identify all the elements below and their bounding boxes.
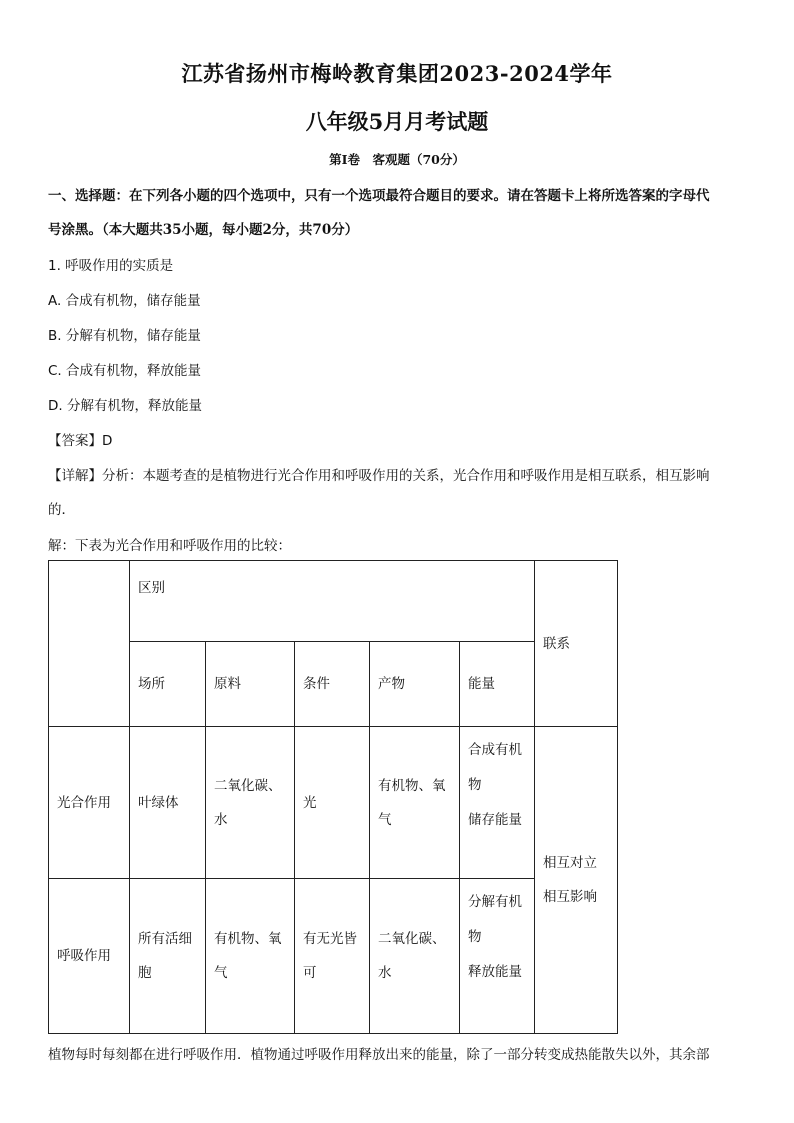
cell-line: 相互对立 [543, 855, 598, 871]
cell-line: 有机物、氧 [378, 777, 446, 794]
cell-line: 胞 [138, 965, 152, 981]
cell-energy [460, 727, 535, 879]
cell-line: 二氧化碳、 [378, 931, 446, 947]
table-row [49, 879, 618, 1034]
cell-line: 有机物、氧 [214, 931, 282, 947]
cell-material [206, 879, 295, 1034]
section-heading: 第Ⅰ卷 客观题（70分） [329, 152, 465, 167]
cell-product [370, 727, 460, 879]
option-c: C. 合成有机物，释放能量 [48, 363, 202, 379]
exam-title-line2: 八年级5月月考试题 [305, 109, 489, 134]
cell-condition [295, 879, 370, 1034]
instructions-line2: 号涂黑。（本大题共35小题，每小题2分，共70分） [48, 222, 359, 238]
col-header-material: 原料 [206, 642, 295, 727]
header-relation: 联系 [535, 561, 618, 727]
cell-line: 水 [214, 811, 228, 828]
cell-line: 物 [468, 929, 482, 945]
cell-line: 气 [214, 965, 228, 981]
table-corner-cell [49, 561, 130, 727]
option-b: B. 分解有机物，储存能量 [48, 328, 201, 344]
cell-line: 二氧化碳、 [214, 777, 282, 794]
cell-line: 相互影响 [543, 889, 598, 905]
cell-product [370, 879, 460, 1034]
detail-line1: 【详解】分析：本题考查的是植物进行光合作用和呼吸作用的关系，光合作用和呼吸作用是相互联系，相互影响 [48, 468, 710, 484]
cell-line: 有无光皆 [303, 931, 357, 947]
header-difference: 区别 [130, 561, 535, 642]
instructions-line1: 一、选择题：在下列各小题的四个选项中，只有一个选项最符合题目的要求。请在答题卡上将所选答案的字母代 [48, 188, 710, 204]
cell-line: 合成有机 [468, 742, 522, 758]
col-header-place: 场所 [130, 642, 206, 727]
explanation-text: 植物每时每刻都在进行呼吸作用．植物通过呼吸作用释放出来的能量，除了一部分转变成热能散失以外，其余部 [48, 1047, 710, 1063]
cell-place: 叶绿体 [130, 727, 206, 879]
table-intro: 解：下表为光合作用和呼吸作用的比较： [48, 538, 291, 554]
col-header-product: 产物 [370, 642, 460, 727]
table-row [49, 727, 618, 879]
option-d: D. 分解有机物，释放能量 [48, 398, 202, 414]
detail-line2: 的． [48, 502, 75, 518]
question-stem: 1. 呼吸作用的实质是 [48, 258, 174, 274]
cell-condition: 光 [295, 727, 370, 879]
answer-label: 【答案】D [48, 433, 113, 449]
cell-material [206, 727, 295, 879]
cell-energy [460, 879, 535, 1034]
cell-place [130, 879, 206, 1034]
cell-relation [535, 727, 618, 1034]
cell-line: 可 [303, 965, 317, 981]
cell-line: 水 [378, 965, 392, 981]
col-header-energy: 能量 [460, 642, 535, 727]
row-name-respiration: 呼吸作用 [49, 879, 130, 1034]
row-name-photosynthesis: 光合作用 [49, 727, 130, 879]
cell-line: 气 [378, 811, 392, 828]
col-header-condition: 条件 [295, 642, 370, 727]
cell-line: 储存能量 [468, 812, 522, 828]
cell-line: 物 [468, 777, 482, 793]
option-a: A. 合成有机物，储存能量 [48, 293, 201, 309]
cell-line: 释放能量 [468, 964, 522, 980]
cell-line: 分解有机 [468, 894, 522, 910]
cell-line: 所有活细 [138, 931, 192, 947]
comparison-table [48, 560, 618, 1034]
exam-title-line1: 江苏省扬州市梅岭教育集团2023-2024学年 [181, 61, 613, 86]
